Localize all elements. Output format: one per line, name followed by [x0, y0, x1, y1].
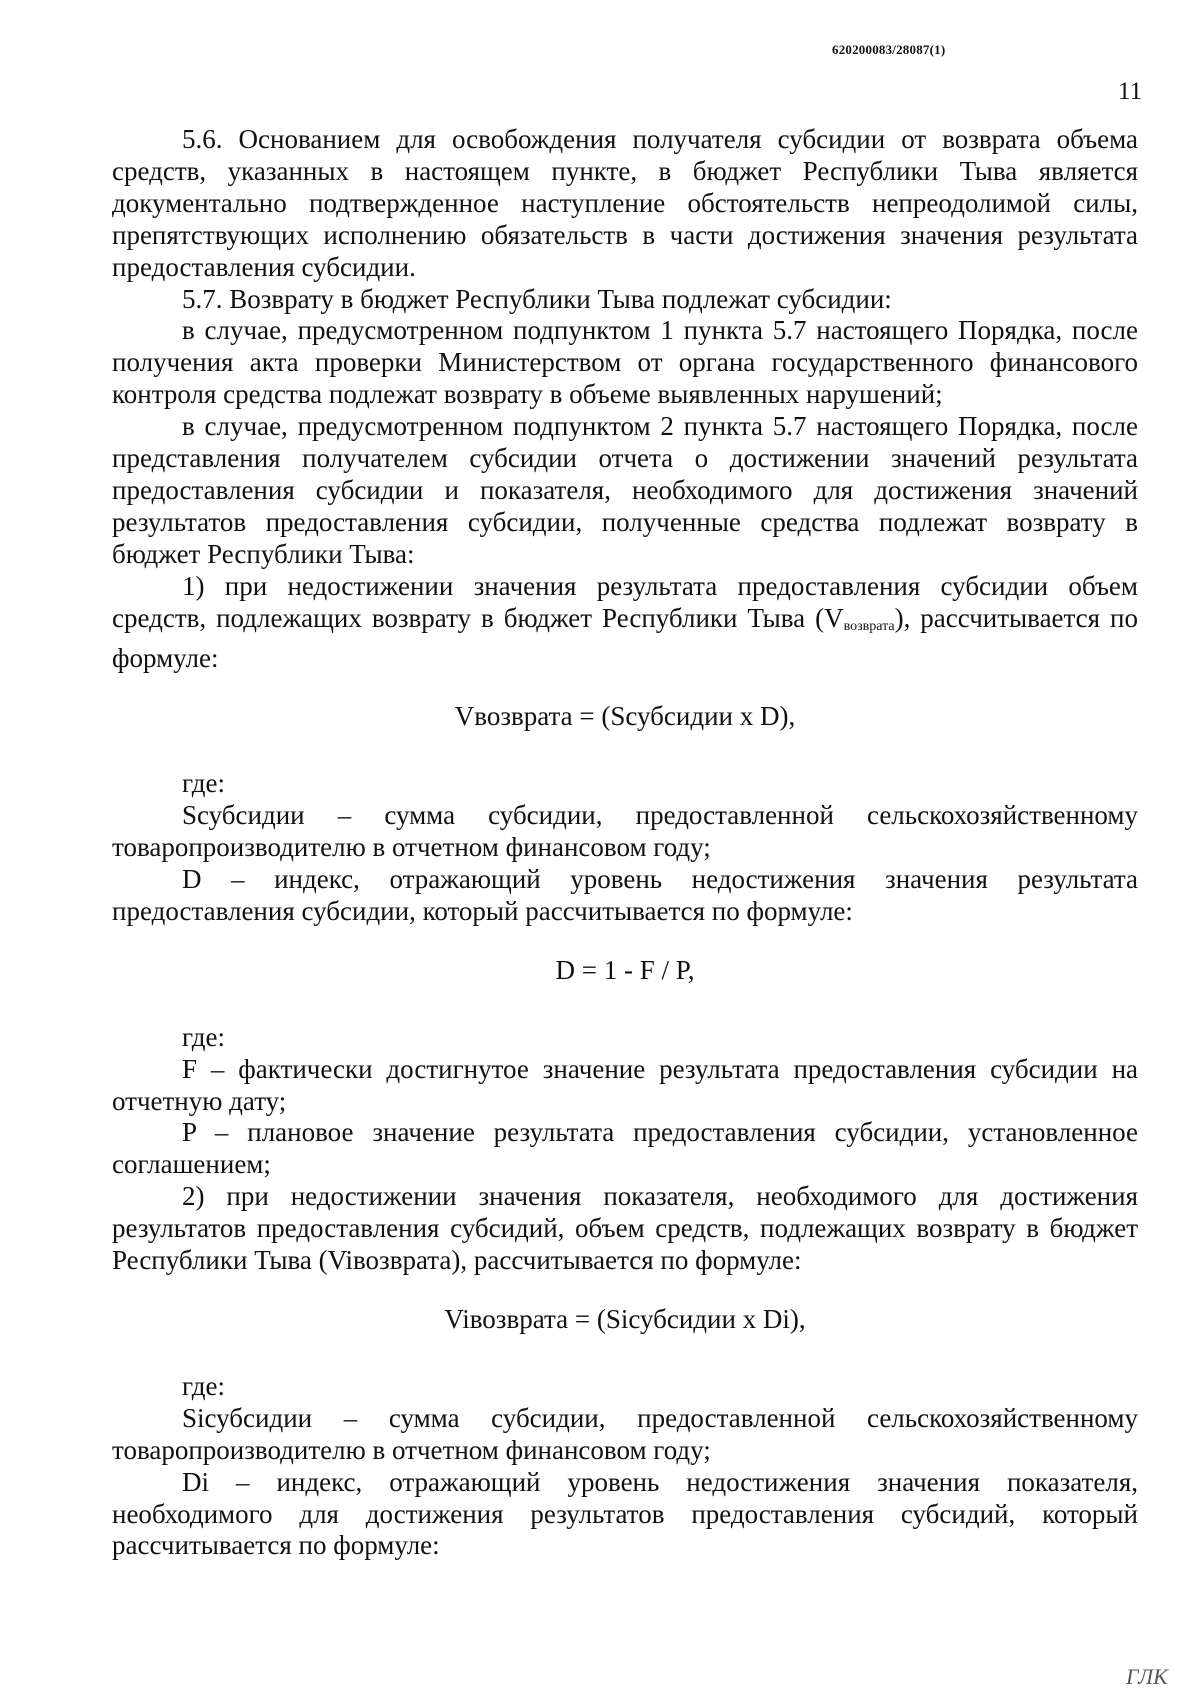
paragraph-item-1-end: ), рассчитывается по формуле: — [112, 602, 1138, 673]
paragraph-item-1-start: 1) при недостижении значения результата предоставления субсидии объем средств, подлежащих возврату в бюджет Республики Тыва (V — [112, 570, 1138, 633]
page-number: 11 — [1118, 78, 1143, 105]
formula-v-vozvrata: Vвозврата = (Sсубсидии x D), — [454, 701, 796, 732]
paragraph-5-6: 5.6. Основанием для освобождения получателя субсидии от возврата объема средств, указанных в настоящем пункте, в бюджет Республики Тыва является документально подтвержденное наступление обстоятельств непреодолимой силы, препятствующих исполнению обязательств в части достижения значения результата предоставления субсидии. — [112, 124, 1138, 282]
paragraph-5-7: 5.7. Возврату в бюджет Республики Тыва подлежат субсидии: — [182, 283, 892, 314]
where-label: где: — [182, 1370, 225, 1401]
definition-si-subsidii: Siсубсидии – сумма субсидии, предоставленной сельскохозяйственному товаропроизводителю в отчетном финансовом году; — [112, 1402, 1138, 1465]
handwritten-initials: ГЛК — [1126, 1664, 1168, 1689]
paragraph-case-2: в случае, предусмотренном подпунктом 2 пункта 5.7 настоящего Порядка, после представления получателем субсидии отчета о достижении значений результата предоставления субсидии и показателя, необходимого для достижения значений результатов предоставления субсидии, полученные средства подлежат возврату в бюджет Республики Тыва: — [112, 411, 1138, 569]
definition-p: P – плановое значение результата предоставления субсидии, установленное соглашением; — [112, 1117, 1138, 1180]
formula-vi-vozvrata: Viвозврата = (Siсубсидии x Di), — [444, 1304, 806, 1334]
subscript-vozvrata: возврата — [843, 618, 895, 634]
definition-f: F – фактически достигнутое значение результата предоставления субсидии на отчетную дату; — [112, 1053, 1138, 1116]
document-body — [112, 124, 1138, 1562]
definition-d: D – индекс, отражающий уровень недостижения значения результата предоставления субсидии, который рассчитывается по формуле: — [112, 864, 1138, 926]
paragraph-item-1 — [112, 571, 1138, 675]
where-label: где: — [182, 768, 225, 799]
formula-d: D = 1 - F / P, — [555, 954, 695, 985]
document-number: 620200083/28087(1) — [832, 42, 946, 57]
definition-s-subsidii: Sсубсидии – сумма субсидии, предоставленной сельскохозяйственному товаропроизводителю в отчетном финансовом году; — [112, 800, 1138, 863]
definition-di: Di – индекс, отражающий уровень недостижения значения показателя, необходимого для достижения результатов предоставления субсидий, который рассчитывается по формуле: — [112, 1466, 1138, 1561]
paragraph-case-1: в случае, предусмотренном подпунктом 1 пункта 5.7 настоящего Порядка, после получения акта проверки Министерством от органа государственного финансового контроля средства подлежат возврату в объеме выявленных нарушений; — [112, 315, 1138, 410]
paragraph-item-2: 2) при недостижении значения показателя, необходимого для достижения результатов предоставления субсидий, объем средств, подлежащих возврату в бюджет Республики Тыва (Viвозврата), рассчитывается по формуле: — [112, 1181, 1138, 1276]
where-label: где: — [182, 1021, 225, 1052]
